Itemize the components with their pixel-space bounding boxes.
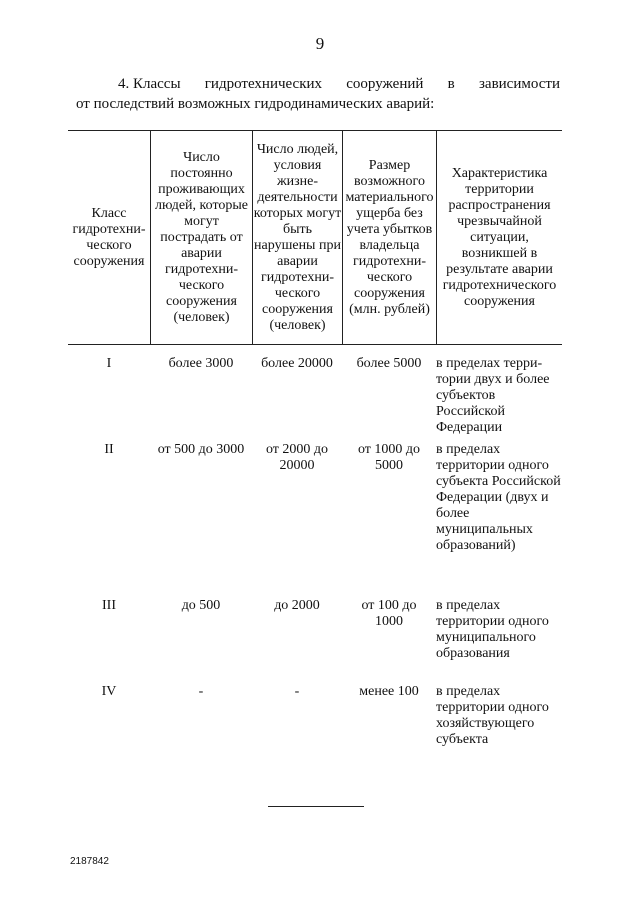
intro-line-1 xyxy=(118,76,560,93)
intro-word: сооружений xyxy=(346,76,424,92)
table-cell-damage: более 5000 xyxy=(356,356,422,371)
document-code: 2187842 xyxy=(70,856,109,867)
table-cell-affected: от 2000 до 20000 xyxy=(265,442,329,473)
table-cell-affected: до 2000 xyxy=(274,598,320,613)
table-cell-territory: в пределах терри-тории двух и более субъектов Российской Федерации xyxy=(436,356,550,435)
column-divider xyxy=(150,131,151,344)
table-cell-affected: - xyxy=(294,684,300,699)
table-cell-class: IV xyxy=(101,684,117,699)
table-cell-damage: менее 100 xyxy=(359,684,419,699)
table-cell-class: II xyxy=(104,442,114,457)
table-cell-affected: более 20000 xyxy=(261,356,333,371)
table-cell-damage: от 1000 до 5000 xyxy=(357,442,421,473)
table-cell-class: I xyxy=(106,356,112,371)
intro-word: 4. Классы xyxy=(118,76,181,92)
table-cell-people: от 500 до 3000 xyxy=(157,442,245,457)
table-cell-people: до 500 xyxy=(181,598,221,613)
header-residents: Число постоянно проживающих людей, которые могут пострадать от аварии гидротехни-ческого сооружения (человек) xyxy=(154,149,249,325)
table-cell-damage: от 100 до 1000 xyxy=(361,598,417,629)
intro-line-2: от последствий возможных гидродинамических аварий: xyxy=(76,96,435,112)
header-bottom-rule xyxy=(68,344,562,345)
table-cell-territory: в пределах территории одного муниципального образования xyxy=(436,598,549,661)
end-rule xyxy=(268,806,364,807)
intro-word: в xyxy=(447,76,455,92)
header-class: Класс гидротехни-ческого сооружения xyxy=(72,205,146,269)
table-cell-class: III xyxy=(102,598,116,613)
intro-word: гидротехнических xyxy=(204,76,323,92)
intro-word: зависимости xyxy=(478,76,560,92)
header-affected: Число людей, условия жизне-деятельности которых могут быть нарушены при аварии гидротехни-ческого сооружения (человек) xyxy=(253,141,342,333)
table-cell-people: - xyxy=(198,684,204,699)
page-number: 9 xyxy=(315,34,325,53)
header-damage: Размер возможного материального ущерба без учета убытков владельца гидротехни-ческого сооружения (млн. рублей) xyxy=(345,157,434,317)
table-cell-people: более 3000 xyxy=(168,356,234,371)
table-cell-territory: в пределах территории одного субъекта Российской Федерации (двух и более муниципальных образований) xyxy=(436,442,561,553)
table-cell-territory: в пределах территории одного хозяйствующего субъекта xyxy=(436,684,549,747)
header-territory: Характеристика территории распространения чрезвычайной ситуации, возникшей в результате аварии гидротехнического сооружения xyxy=(442,165,557,309)
